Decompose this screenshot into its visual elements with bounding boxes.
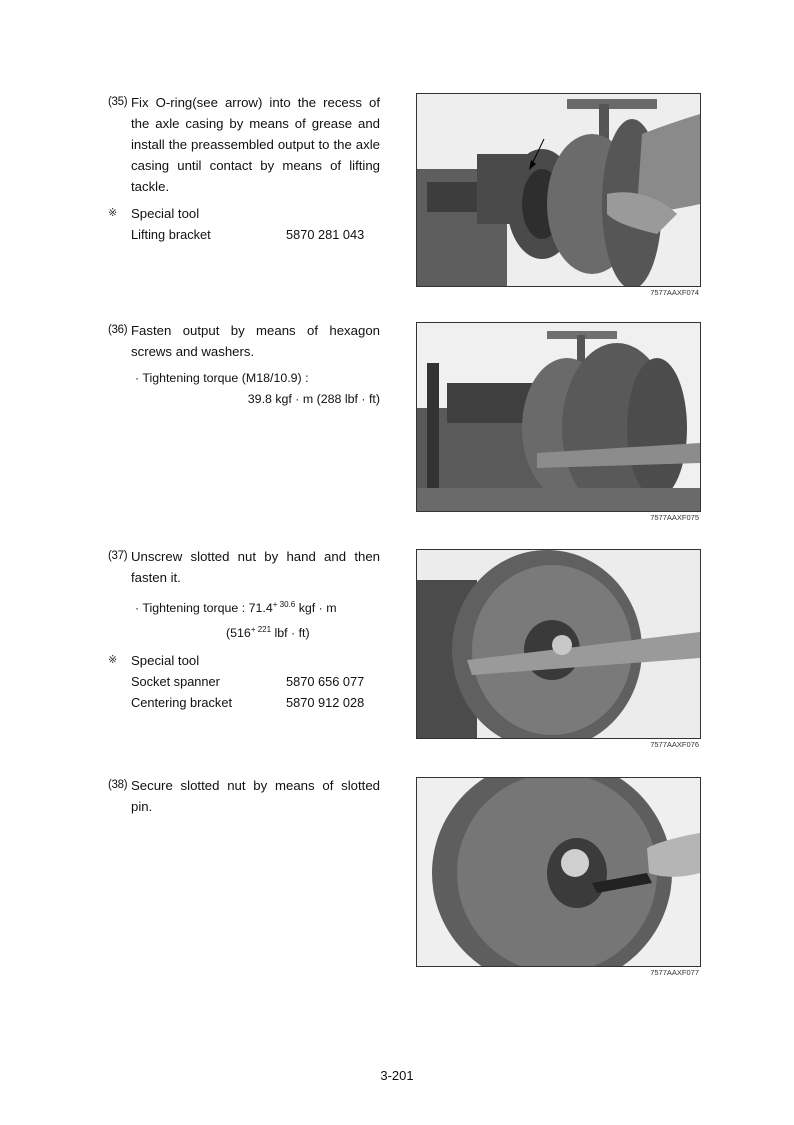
special-tool-title: Special tool: [131, 653, 200, 668]
tool-row: [131, 692, 380, 713]
step-35: [108, 92, 380, 245]
torque-unit: kgf · m: [295, 601, 337, 615]
page-number: 3-201: [380, 1068, 414, 1083]
figure-caption: 7577AAXF074: [650, 288, 699, 297]
torque2-prefix: (516: [226, 626, 251, 640]
step-text: Fix O-ring(see arrow) into the recess of the axle casing by means of grease and install the preassembled output to the axle casing until contact by means of lifting tackle.: [131, 95, 380, 194]
tool-code: 5870 656 077: [286, 674, 365, 689]
step-number: (38): [108, 779, 128, 791]
torque-spec: [135, 594, 380, 619]
figure-caption: 7577AAXF077: [650, 968, 699, 977]
tool-code: 5870 912 028: [286, 695, 365, 710]
photo-slotted-pin: [416, 777, 701, 967]
photo-slotted-nut-fasten: [416, 549, 701, 739]
photo-hexagon-screws: [416, 322, 701, 512]
torque-tolerance: + 30.6: [272, 600, 296, 609]
torque-label: · Tightening torque (M18/10.9) :: [135, 371, 309, 385]
step-number: (35): [108, 96, 128, 108]
tool-row: [131, 224, 380, 245]
step-37: [108, 546, 380, 713]
torque2-unit: lbf · ft): [271, 626, 310, 640]
step-36: [108, 320, 380, 410]
tool-name: Centering bracket: [131, 695, 233, 710]
tool-code: 5870 281 043: [286, 227, 365, 242]
step-38: [108, 775, 380, 817]
torque2-tolerance: + 221: [250, 625, 272, 634]
step-text: Unscrew slotted nut by hand and then fasten it.: [131, 549, 380, 585]
figure-caption: 7577AAXF075: [650, 513, 699, 522]
tool-name: Lifting bracket: [131, 227, 211, 242]
step-number: (36): [108, 324, 128, 336]
special-tool-title: Special tool: [131, 206, 200, 221]
torque-spec-imperial: [226, 619, 380, 644]
photo-output-install: [416, 93, 701, 287]
step-text: Secure slotted nut by means of slotted pin.: [131, 778, 380, 814]
tool-name: Socket spanner: [131, 674, 220, 689]
step-number: (37): [108, 550, 128, 562]
tool-row: [131, 671, 380, 692]
step-text: Fasten output by means of hexagon screws and washers.: [131, 323, 380, 359]
note-mark: ※: [108, 207, 118, 219]
torque-value: 39.8 kgf · m (288 lbf · ft): [247, 392, 380, 406]
figure-caption: 7577AAXF076: [650, 740, 699, 749]
torque-prefix: · Tightening torque : 71.4: [135, 601, 273, 615]
note-mark: ※: [108, 654, 118, 666]
